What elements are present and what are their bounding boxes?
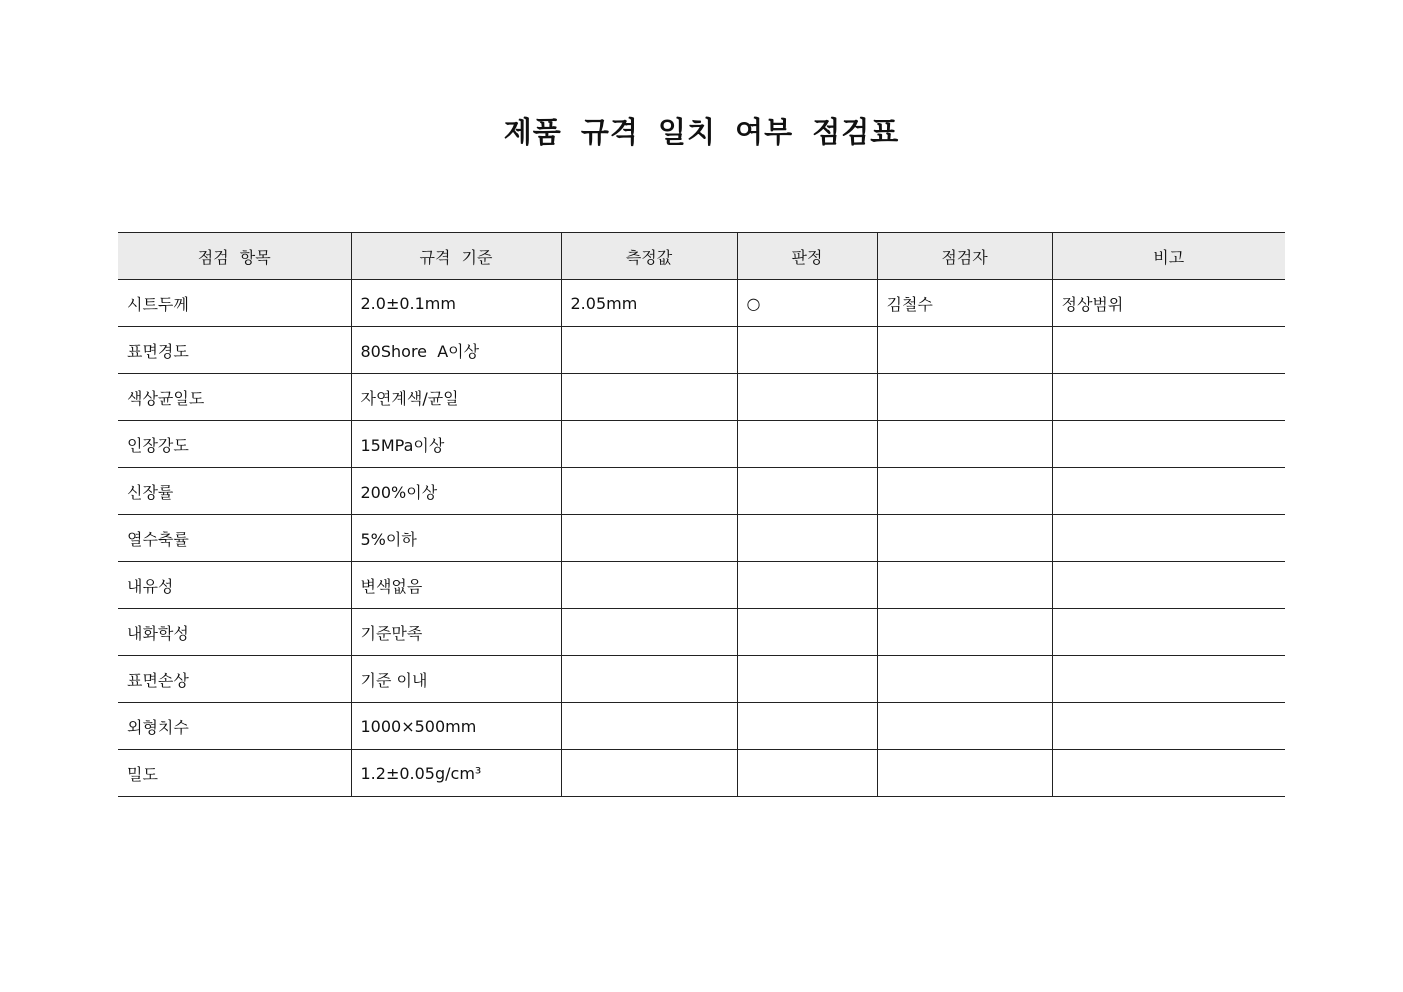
cell-inspection-item: 밀도 <box>118 750 351 797</box>
cell-inspector <box>877 374 1052 421</box>
cell-inspection-item: 내화학성 <box>118 609 351 656</box>
header-judgement: 판정 <box>737 233 877 280</box>
cell-remarks: 정상범위 <box>1052 280 1285 327</box>
cell-remarks <box>1052 468 1285 515</box>
table-row <box>118 374 1285 421</box>
cell-inspection-item: 인장강도 <box>118 421 351 468</box>
cell-judgement <box>737 374 877 421</box>
document-title: 제품 규격 일치 여부 점검표 <box>503 115 900 149</box>
table-row <box>118 327 1285 374</box>
cell-inspector <box>877 750 1052 797</box>
table-row <box>118 656 1285 703</box>
cell-judgement <box>737 468 877 515</box>
cell-inspector <box>877 515 1052 562</box>
cell-remarks <box>1052 421 1285 468</box>
cell-measured-value <box>561 468 737 515</box>
cell-inspection-item: 내유성 <box>118 562 351 609</box>
header-row <box>118 233 1285 280</box>
cell-measured-value <box>561 656 737 703</box>
cell-judgement <box>737 609 877 656</box>
cell-inspection-item: 시트두께 <box>118 280 351 327</box>
cell-remarks <box>1052 703 1285 750</box>
cell-judgement <box>737 703 877 750</box>
cell-measured-value <box>561 750 737 797</box>
cell-judgement <box>737 656 877 703</box>
cell-spec-standard: 기준만족 <box>351 609 561 656</box>
cell-judgement <box>737 327 877 374</box>
cell-remarks <box>1052 656 1285 703</box>
cell-spec-standard: 기준 이내 <box>351 656 561 703</box>
cell-inspector <box>877 562 1052 609</box>
cell-judgement <box>737 750 877 797</box>
cell-inspector <box>877 468 1052 515</box>
cell-inspection-item: 표면경도 <box>118 327 351 374</box>
table-body <box>118 280 1285 797</box>
cell-remarks <box>1052 515 1285 562</box>
cell-spec-standard: 자연계색/균일 <box>351 374 561 421</box>
cell-spec-standard: 1000×500mm <box>351 703 561 750</box>
cell-measured-value <box>561 327 737 374</box>
cell-remarks <box>1052 609 1285 656</box>
cell-measured-value <box>561 609 737 656</box>
table-row <box>118 421 1285 468</box>
cell-inspector: 김철수 <box>877 280 1052 327</box>
cell-judgement <box>737 562 877 609</box>
cell-spec-standard: 1.2±0.05g/cm³ <box>351 750 561 797</box>
cell-inspection-item: 외형치수 <box>118 703 351 750</box>
inspection-table <box>118 232 1285 797</box>
cell-remarks <box>1052 750 1285 797</box>
cell-measured-value <box>561 374 737 421</box>
cell-spec-standard: 5%이하 <box>351 515 561 562</box>
header-inspection-item: 점검 항목 <box>118 233 351 280</box>
cell-measured-value <box>561 562 737 609</box>
cell-judgement <box>737 515 877 562</box>
cell-measured-value: 2.05mm <box>561 280 737 327</box>
cell-measured-value <box>561 703 737 750</box>
cell-inspection-item: 신장률 <box>118 468 351 515</box>
table-row <box>118 468 1285 515</box>
cell-inspector <box>877 703 1052 750</box>
cell-inspector <box>877 609 1052 656</box>
cell-spec-standard: 2.0±0.1mm <box>351 280 561 327</box>
cell-remarks <box>1052 327 1285 374</box>
table-row <box>118 609 1285 656</box>
cell-spec-standard: 15MPa이상 <box>351 421 561 468</box>
cell-inspection-item: 색상균일도 <box>118 374 351 421</box>
header-remarks: 비고 <box>1052 233 1285 280</box>
cell-inspector <box>877 421 1052 468</box>
cell-remarks <box>1052 374 1285 421</box>
table-row <box>118 515 1285 562</box>
header-spec-standard: 규격 기준 <box>351 233 561 280</box>
cell-measured-value <box>561 421 737 468</box>
header-measured-value: 측정값 <box>561 233 737 280</box>
cell-inspection-item: 열수축률 <box>118 515 351 562</box>
table-row <box>118 703 1285 750</box>
cell-spec-standard: 80Shore A이상 <box>351 327 561 374</box>
cell-remarks <box>1052 562 1285 609</box>
cell-measured-value <box>561 515 737 562</box>
cell-inspector <box>877 656 1052 703</box>
cell-spec-standard: 변색없음 <box>351 562 561 609</box>
table-row <box>118 750 1285 797</box>
cell-judgement: ○ <box>737 280 877 327</box>
cell-inspection-item: 표면손상 <box>118 656 351 703</box>
cell-judgement <box>737 421 877 468</box>
table-row <box>118 562 1285 609</box>
cell-inspector <box>877 327 1052 374</box>
cell-spec-standard: 200%이상 <box>351 468 561 515</box>
table-header <box>118 233 1285 280</box>
table-row <box>118 280 1285 327</box>
header-inspector: 점검자 <box>877 233 1052 280</box>
